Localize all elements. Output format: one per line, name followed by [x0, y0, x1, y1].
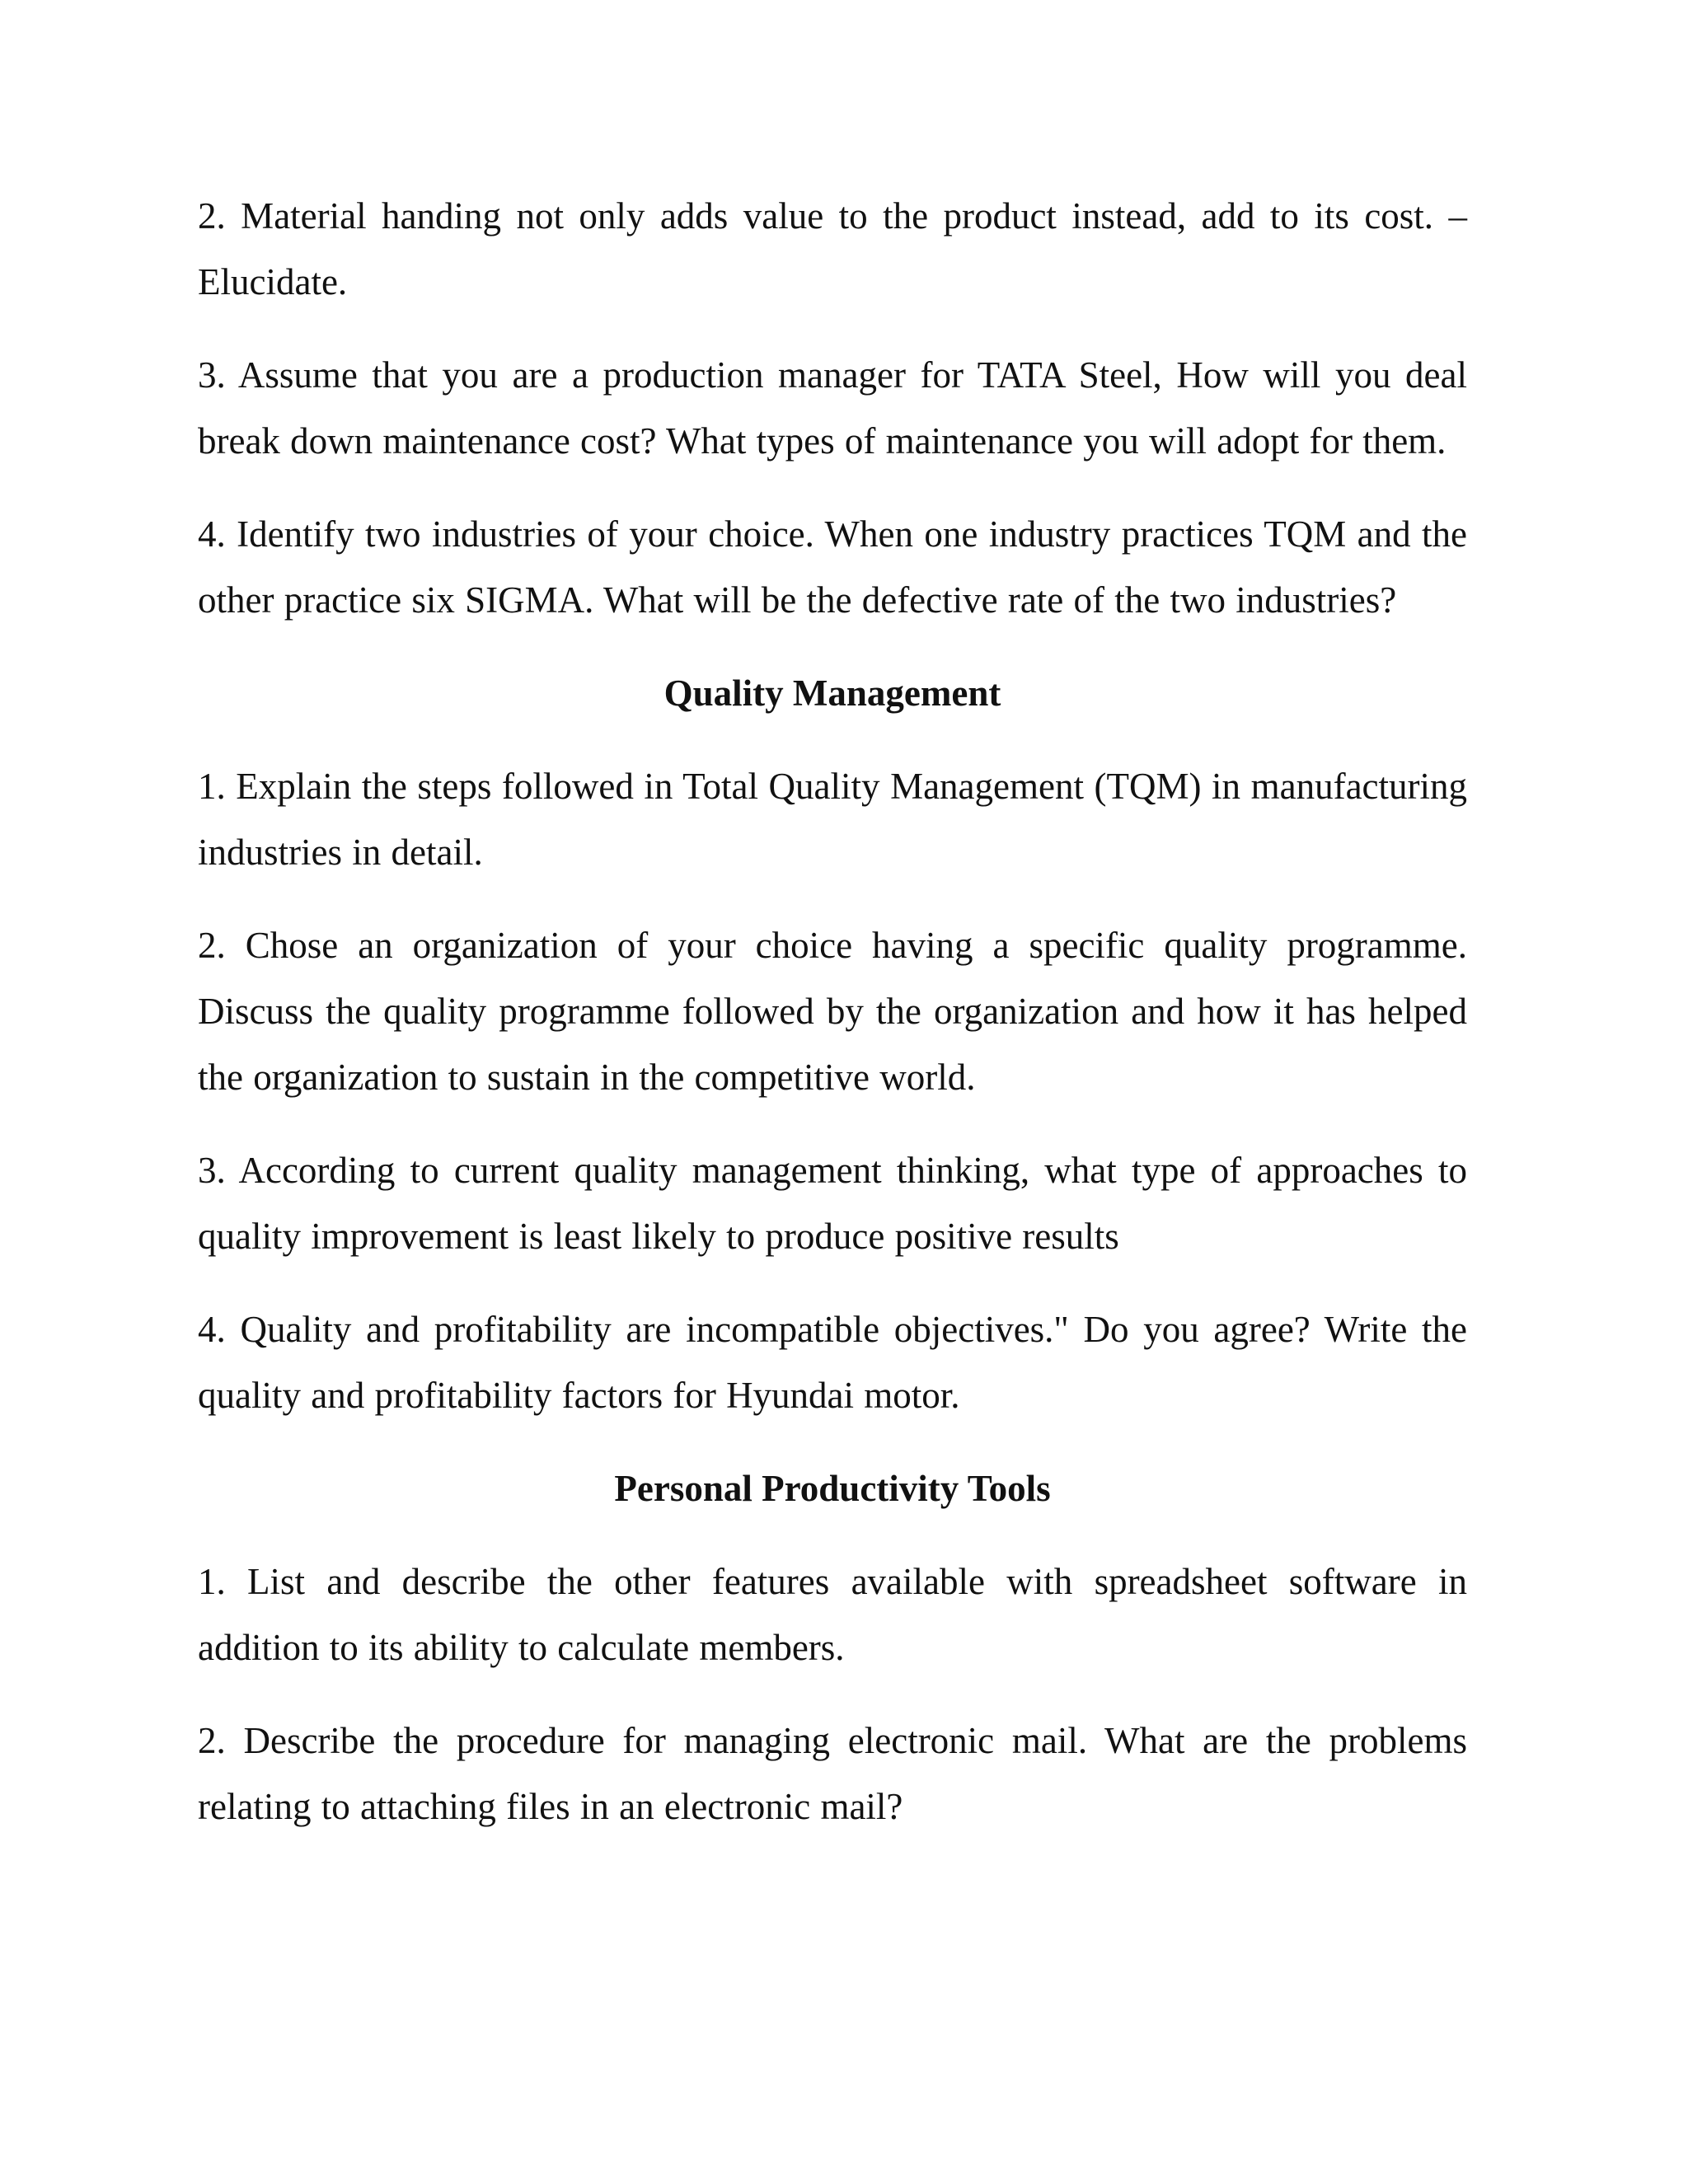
question-paragraph: 1. List and describe the other features available with spreadsheet software in addition to its ability to calculate members.	[198, 1561, 1467, 1668]
question-paragraph: 1. Explain the steps followed in Total Quality Management (TQM) in manufacturing industries in detail.	[198, 766, 1467, 873]
section-heading-quality-management: Quality Management	[663, 673, 1001, 714]
question-paragraph: 2. Material handing not only adds value to the product instead, add to its cost. – Elucidate.	[198, 195, 1467, 302]
question-paragraph: 2. Chose an organization of your choice having a specific quality programme. Discuss the quality programme followed by the organization and how it has helped the organization to sustain in the competitive world.	[198, 925, 1467, 1098]
question-paragraph: 2. Describe the procedure for managing electronic mail. What are the problems relating to attaching files in an electronic mail?	[198, 1720, 1467, 1827]
question-paragraph: 3. According to current quality management thinking, what type of approaches to quality improvement is least likely to produce positive results	[198, 1150, 1467, 1257]
question-paragraph: 3. Assume that you are a production manager for TATA Steel, How will you deal break down maintenance cost? What types of maintenance you will adopt for them.	[198, 354, 1467, 462]
question-paragraph: 4. Quality and profitability are incompatible objectives." Do you agree? Write the quality and profitability factors for Hyundai motor.	[198, 1309, 1467, 1416]
document-content	[198, 183, 1467, 1867]
section-heading-personal-productivity-tools: Personal Productivity Tools	[614, 1468, 1051, 1509]
question-paragraph: 4. Identify two industries of your choice. When one industry practices TQM and the other practice six SIGMA. What will be the defective rate of the two industries?	[198, 513, 1467, 621]
